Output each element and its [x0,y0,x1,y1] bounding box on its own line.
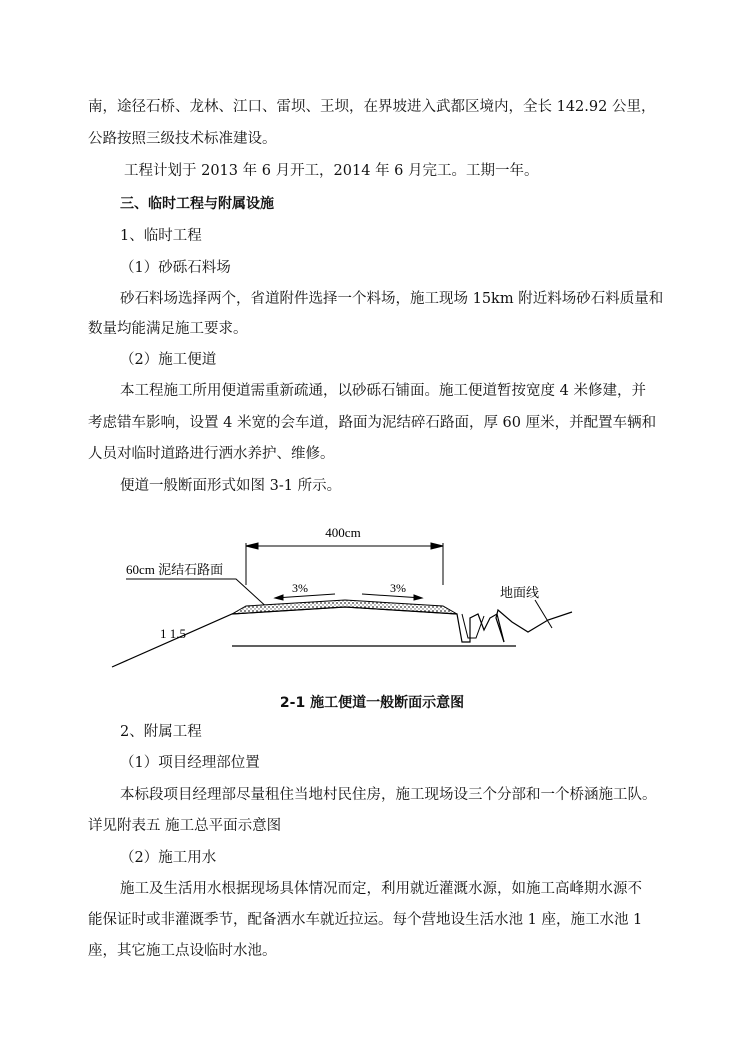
subsection-heading: （2）施工用水 [120,850,217,866]
section-heading: 三、临时工程与附属设施 [120,196,274,212]
paragraph-line: 公路按照三级技术标准建设。 [88,131,277,147]
paragraph-line: 便道一般断面形式如图 3-1 所示。 [120,478,342,494]
ground-label: 地面线 [500,585,540,600]
paragraph-line: 数量均能满足施工要求。 [88,321,248,337]
subsection-heading: 2、附属工程 [120,724,202,740]
paragraph-line: 砂石料场选择两个，省道附件选择一个料场，施工现场 15km 附近料场砂石料质量和 [120,291,664,307]
paragraph-line: 座，其它施工点设临时水池。 [88,943,277,959]
subsection-heading: 1、临时工程 [120,228,202,244]
width-label: 400cm [325,525,361,540]
ground-line [496,610,572,642]
subsection-heading: （2）施工便道 [120,352,217,368]
paragraph-line: 人员对临时道路进行洒水养护、维修。 [88,446,335,462]
paragraph-line: 本工程施工所用便道需重新疏通，以砂砾石铺面。施工便道暂按宽度 4 米修建，并 [120,383,646,399]
paragraph-line: 本标段项目经理部尽量租住当地村民住房，施工现场设三个分部和一个桥涵施工队。 [120,787,657,803]
slope-ratio-label: 1 1.5 [160,626,186,641]
surface-leader [126,579,270,610]
slope-label-left: 3% [292,581,308,595]
paragraph-line: 考虑错车影响，设置 4 米宽的会车道，路面为泥结碎石路面，厚 60 厘米，并配置车辆和 [88,415,657,431]
paragraph-line: 南，途径石桥、龙林、江口、雷坝、王坝，在界坡进入武都区境内，全长 142.92 公里， [88,99,656,115]
ditch-inner [462,614,484,638]
road-cross-section-diagram [0,510,744,680]
ground-leader [535,600,552,628]
width-dimension [246,543,443,585]
figure-caption: 2-1 施工便道一般断面示意图 [279,695,465,711]
paragraph-line: 详见附表五 施工总平面示意图 [88,818,282,834]
surface-label: 60cm 泥结石路面 [126,562,224,577]
paragraph-line: 施工及生活用水根据现场具体情况而定，利用就近灌溉水源，如施工高峰期水源不 [120,881,642,897]
paragraph-line: 能保证时或非灌溉季节，配备洒水车就近拉运。每个营地设生活水池 1 座，施工水池 1 [88,912,643,928]
subsection-heading: （1）砂砾石料场 [120,260,231,276]
paragraph-line: 工程计划于 2013 年 6 月开工，2014 年 6 月完工。工期一年。 [124,163,539,179]
slope-label-right: 3% [390,581,406,595]
subsection-heading: （1）项目经理部位置 [120,755,260,771]
